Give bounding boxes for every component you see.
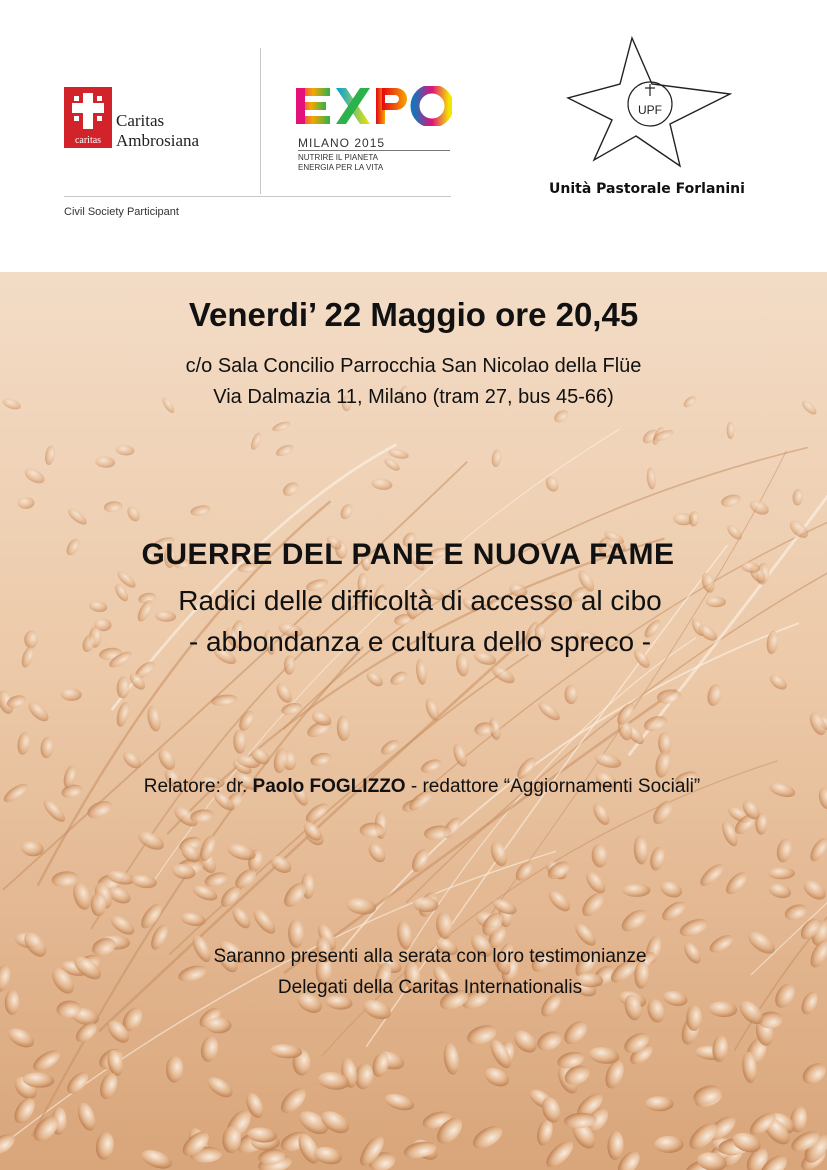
event-address: Via Dalmazia 11, Milano (tram 27, bus 45-66)	[213, 386, 614, 408]
speaker-name: Paolo FOGLIZZO	[252, 776, 406, 797]
expo-letter-p	[376, 88, 407, 124]
expo-letter-x	[336, 88, 370, 124]
civil-society-label: Civil Society Participant	[64, 206, 179, 218]
upf-seal-letters: UPF	[638, 103, 662, 117]
header-divider-vertical	[260, 48, 261, 194]
upf-name: Unità Pastorale Forlanini	[549, 181, 745, 197]
talk-subtitle-line1: Radici delle difficoltà di accesso al cibo	[178, 585, 662, 616]
caritas-name-line1: Caritas	[116, 111, 165, 130]
wheat-grain	[768, 867, 795, 879]
note-line2: Delegati della Caritas Internationalis	[277, 977, 583, 998]
caritas-logo-word: caritas	[74, 135, 102, 146]
upf-star-seal	[566, 36, 732, 168]
wheat-grain	[206, 1017, 232, 1033]
expo-logo	[296, 86, 452, 126]
caritas-cross-logo	[64, 87, 112, 148]
expo-word: EXPO	[296, 86, 299, 87]
header-divider-horizontal	[64, 196, 451, 197]
wheat-grain	[91, 893, 107, 917]
speaker-role: - redattore “Aggiornamenti Sociali”	[410, 776, 701, 797]
expo-letter-e	[296, 88, 330, 124]
talk-title: GUERRE DEL PANE E NUOVA FAME	[141, 538, 675, 571]
expo-motto-line2: ENERGIA PER LA VITA	[298, 163, 384, 172]
speaker-line	[52, 776, 792, 798]
upf-seal-ring: unità pastorale forlanini milano	[566, 36, 580, 37]
event-date-time: Venerdi’ 22 Maggio ore 20,45	[188, 296, 639, 333]
expo-letter-o	[415, 89, 449, 123]
expo-motto-line1: NUTRIRE IL PIANETA	[298, 153, 379, 162]
expo-city-year: MILANO 2015	[298, 136, 386, 150]
speaker-prefix: Relatore: dr.	[143, 776, 248, 797]
note-line1: Saranno presenti alla serata con loro testimonianze	[213, 946, 647, 967]
talk-subtitle-line2: - abbondanza e cultura dello spreco -	[188, 626, 652, 657]
expo-motto	[298, 150, 450, 173]
wheat-grain	[654, 1136, 683, 1153]
caritas-name-line2: Ambrosiana	[116, 131, 200, 150]
wheat-grain	[623, 884, 651, 897]
event-venue: c/o Sala Concilio Parrocchia San Nicolao della Flüe	[185, 355, 642, 377]
poster-header	[0, 0, 827, 272]
wheat-grain	[18, 497, 35, 509]
